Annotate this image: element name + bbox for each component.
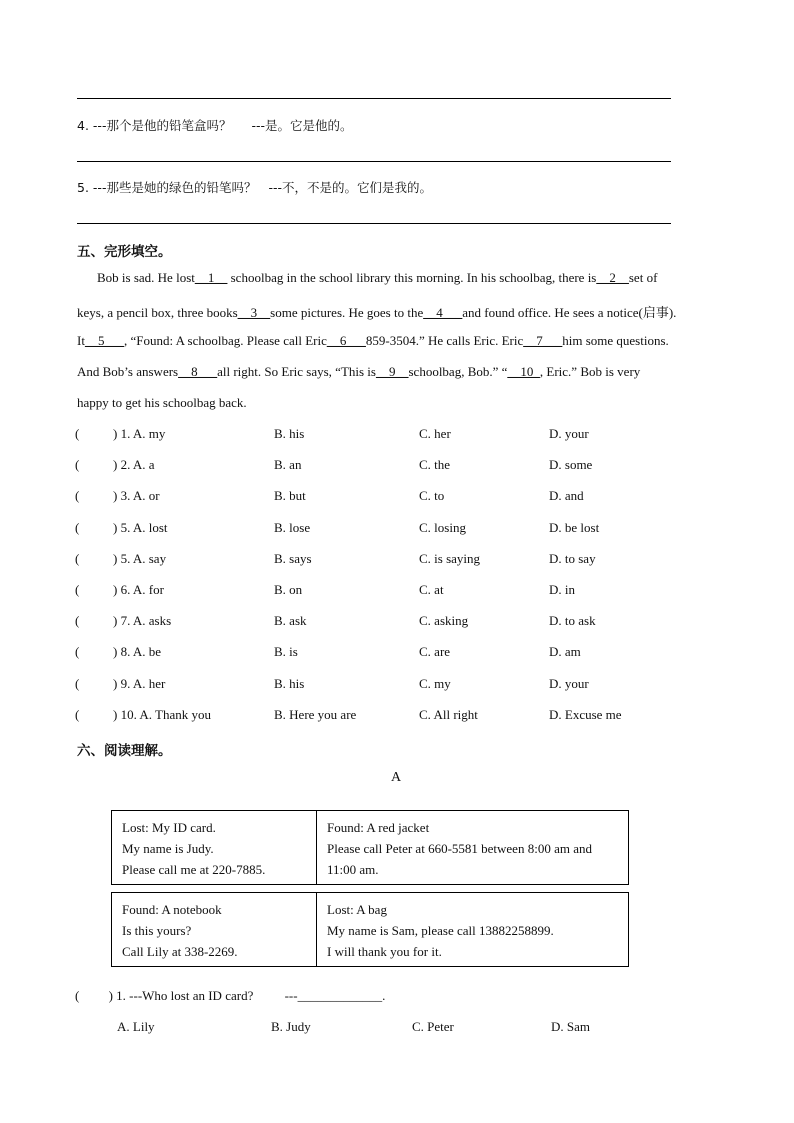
passage-text: And Bob’s answers bbox=[77, 364, 179, 379]
passage-text: all right. So Eric says, “This is bbox=[217, 364, 376, 379]
option-b[interactable]: B. ask bbox=[274, 613, 307, 629]
option-a[interactable]: ) 9. A. her bbox=[113, 675, 166, 691]
passage-text: schoolbag, Bob.” “ bbox=[408, 364, 508, 379]
passage-text: happy to get his schoolbag back. bbox=[77, 395, 247, 410]
option-a[interactable]: ) 5. A. lost bbox=[113, 519, 168, 535]
option-d[interactable]: D. your bbox=[549, 426, 589, 441]
cloze-blank[interactable]: __2__ bbox=[596, 270, 629, 285]
notice-lost-bag: Lost: A bag My name is Sam, please call 13882258899. I will thank you for it. bbox=[316, 893, 628, 966]
cloze-blank[interactable]: __3__ bbox=[237, 305, 271, 320]
option-c[interactable]: C. my bbox=[419, 675, 451, 691]
q4-answer: ---是。它是他的。 bbox=[251, 118, 353, 133]
section-5-heading: 五、完形填空。 bbox=[77, 244, 172, 260]
cloze-blank[interactable]: __10_ bbox=[507, 364, 540, 379]
section-6-heading: 六、阅读理解。 bbox=[77, 743, 172, 759]
answer-paren[interactable]: ( bbox=[75, 426, 80, 441]
reading-question-1 bbox=[75, 988, 385, 1004]
option-d[interactable]: D. Excuse me bbox=[549, 706, 622, 722]
option-d[interactable]: D. be lost bbox=[549, 519, 600, 535]
option-c[interactable]: C. asking bbox=[419, 613, 469, 629]
answer-paren[interactable]: ( bbox=[75, 582, 80, 597]
option-b[interactable]: B. his bbox=[274, 675, 305, 691]
passage-text: him some questions. bbox=[562, 333, 669, 348]
question-text: ) 1. ---Who lost an ID card? bbox=[108, 988, 254, 1003]
option-b[interactable]: B. lose bbox=[274, 519, 311, 535]
answer-paren[interactable]: ( bbox=[75, 519, 80, 535]
passage-line bbox=[77, 395, 247, 411]
option-d[interactable]: D. and bbox=[549, 488, 584, 504]
notice-lost-id-card: Lost: My ID card. My name is Judy. Please call me at 220-7885. bbox=[122, 820, 266, 877]
q4-question: ---那个是他的铅笔盒吗？ bbox=[92, 118, 232, 133]
passage-label: A bbox=[391, 770, 402, 785]
passage-text: It bbox=[77, 333, 85, 348]
passage-text: Bob is sad. He lost bbox=[97, 270, 195, 285]
q5-question: ---那些是她的绿色的铅笔吗？ bbox=[92, 180, 257, 195]
option-c[interactable]: C. are bbox=[419, 644, 451, 660]
option-a[interactable]: ) 2. A. a bbox=[113, 457, 155, 473]
answer-blank[interactable]: _____________. bbox=[297, 988, 386, 1003]
cloze-blank[interactable]: __4___ bbox=[423, 305, 463, 320]
answer-paren[interactable]: ( bbox=[75, 457, 80, 473]
cloze-blank[interactable]: __1__ bbox=[194, 270, 228, 285]
option-b[interactable]: B. Here you are bbox=[274, 706, 357, 722]
option-a[interactable]: ) 3. A. or bbox=[113, 488, 160, 504]
option-c[interactable]: C. the bbox=[419, 457, 451, 473]
reading-q1-option-d[interactable]: D. Sam bbox=[551, 1019, 590, 1034]
option-b[interactable]: B. on bbox=[274, 582, 303, 597]
cloze-blank[interactable]: __7___ bbox=[523, 333, 563, 348]
option-d[interactable]: D. am bbox=[549, 644, 581, 660]
option-c[interactable]: C. her bbox=[419, 426, 451, 441]
passage-line bbox=[77, 364, 640, 380]
answer-line-3 bbox=[77, 98, 671, 99]
answer-prefix: --- bbox=[284, 988, 298, 1003]
answer-paren[interactable]: ( bbox=[75, 644, 80, 660]
passage-text: , “Found: A schoolbag. Please call Eric bbox=[123, 333, 327, 348]
option-c[interactable]: C. All right bbox=[419, 706, 478, 722]
option-a[interactable]: ) 7. A. asks bbox=[113, 613, 172, 629]
option-c[interactable]: C. to bbox=[419, 488, 445, 504]
q5-number: 5. bbox=[77, 180, 89, 195]
answer-paren[interactable]: ( bbox=[75, 675, 80, 691]
option-a[interactable]: ) 5. A. say bbox=[113, 550, 167, 566]
answer-paren[interactable]: ( bbox=[75, 550, 80, 566]
passage-text: schoolbag in the school library this morning. In his schoolbag, there is bbox=[227, 270, 597, 285]
answer-line-5[interactable] bbox=[77, 223, 671, 224]
option-b[interactable]: B. an bbox=[274, 457, 302, 473]
option-b[interactable]: B. his bbox=[274, 426, 305, 441]
passage-text: , Eric.” Bob is very bbox=[539, 364, 641, 379]
option-a[interactable]: ) 6. A. for bbox=[113, 582, 164, 597]
reading-q1-option-a[interactable]: A. Lily bbox=[117, 1019, 155, 1034]
cloze-blank[interactable]: __9__ bbox=[375, 364, 409, 379]
notice-found-jacket: Found: A red jacket Please call Peter at 660-5581 between 8:00 am and 11:00 am. bbox=[316, 811, 628, 884]
option-a[interactable]: ) 1. A. my bbox=[113, 426, 166, 441]
reading-q1-option-b[interactable]: B. Judy bbox=[271, 1019, 311, 1034]
option-d[interactable]: D. your bbox=[549, 675, 589, 691]
passage-line bbox=[97, 270, 657, 286]
option-a[interactable]: ) 10. A. Thank you bbox=[113, 706, 211, 722]
answer-paren[interactable]: ( bbox=[75, 706, 80, 722]
option-d[interactable]: D. to say bbox=[549, 550, 596, 566]
passage-text: set of bbox=[628, 270, 658, 285]
q5-answer: ---不，不是的。它们是我的。 bbox=[268, 180, 432, 195]
answer-paren[interactable]: ( bbox=[75, 988, 80, 1003]
answer-paren[interactable]: ( bbox=[75, 613, 80, 629]
option-b[interactable]: B. is bbox=[274, 644, 298, 660]
notice-found-notebook: Found: A notebook Is this yours? Call Lily at 338-2269. bbox=[122, 902, 238, 959]
reading-q1-option-c[interactable]: C. Peter bbox=[412, 1019, 454, 1034]
passage-line bbox=[77, 333, 669, 349]
passage-text: keys, a pencil box, three books bbox=[77, 305, 238, 320]
option-b[interactable]: B. says bbox=[274, 550, 312, 566]
passage-text: some pictures. He goes to the bbox=[270, 305, 424, 320]
option-d[interactable]: D. some bbox=[549, 457, 593, 473]
option-a[interactable]: ) 8. A. be bbox=[113, 644, 162, 660]
notice-table-row-2 bbox=[111, 892, 629, 967]
option-d[interactable]: D. to ask bbox=[549, 613, 596, 629]
passage-text: 859-3504.” He calls Eric. Eric bbox=[365, 333, 524, 348]
answer-line-4[interactable] bbox=[77, 161, 671, 162]
option-c[interactable]: C. losing bbox=[419, 519, 466, 535]
q4-number: 4. bbox=[77, 118, 89, 133]
cloze-blank[interactable]: __6___ bbox=[326, 333, 366, 348]
translation-q5 bbox=[77, 178, 432, 196]
answer-paren[interactable]: ( bbox=[75, 488, 80, 504]
option-d[interactable]: D. in bbox=[549, 582, 575, 597]
cloze-blank[interactable]: __8___ bbox=[178, 364, 218, 379]
option-c[interactable]: C. at bbox=[419, 582, 444, 597]
passage-text: and found office. He sees a notice(启事). bbox=[462, 305, 677, 320]
translation-q4 bbox=[77, 116, 353, 134]
option-b[interactable]: B. but bbox=[274, 488, 306, 504]
option-c[interactable]: C. is saying bbox=[419, 550, 481, 566]
cloze-blank[interactable]: __5___ bbox=[84, 333, 124, 348]
passage-line bbox=[77, 302, 676, 321]
notice-table-row-1 bbox=[111, 810, 629, 885]
